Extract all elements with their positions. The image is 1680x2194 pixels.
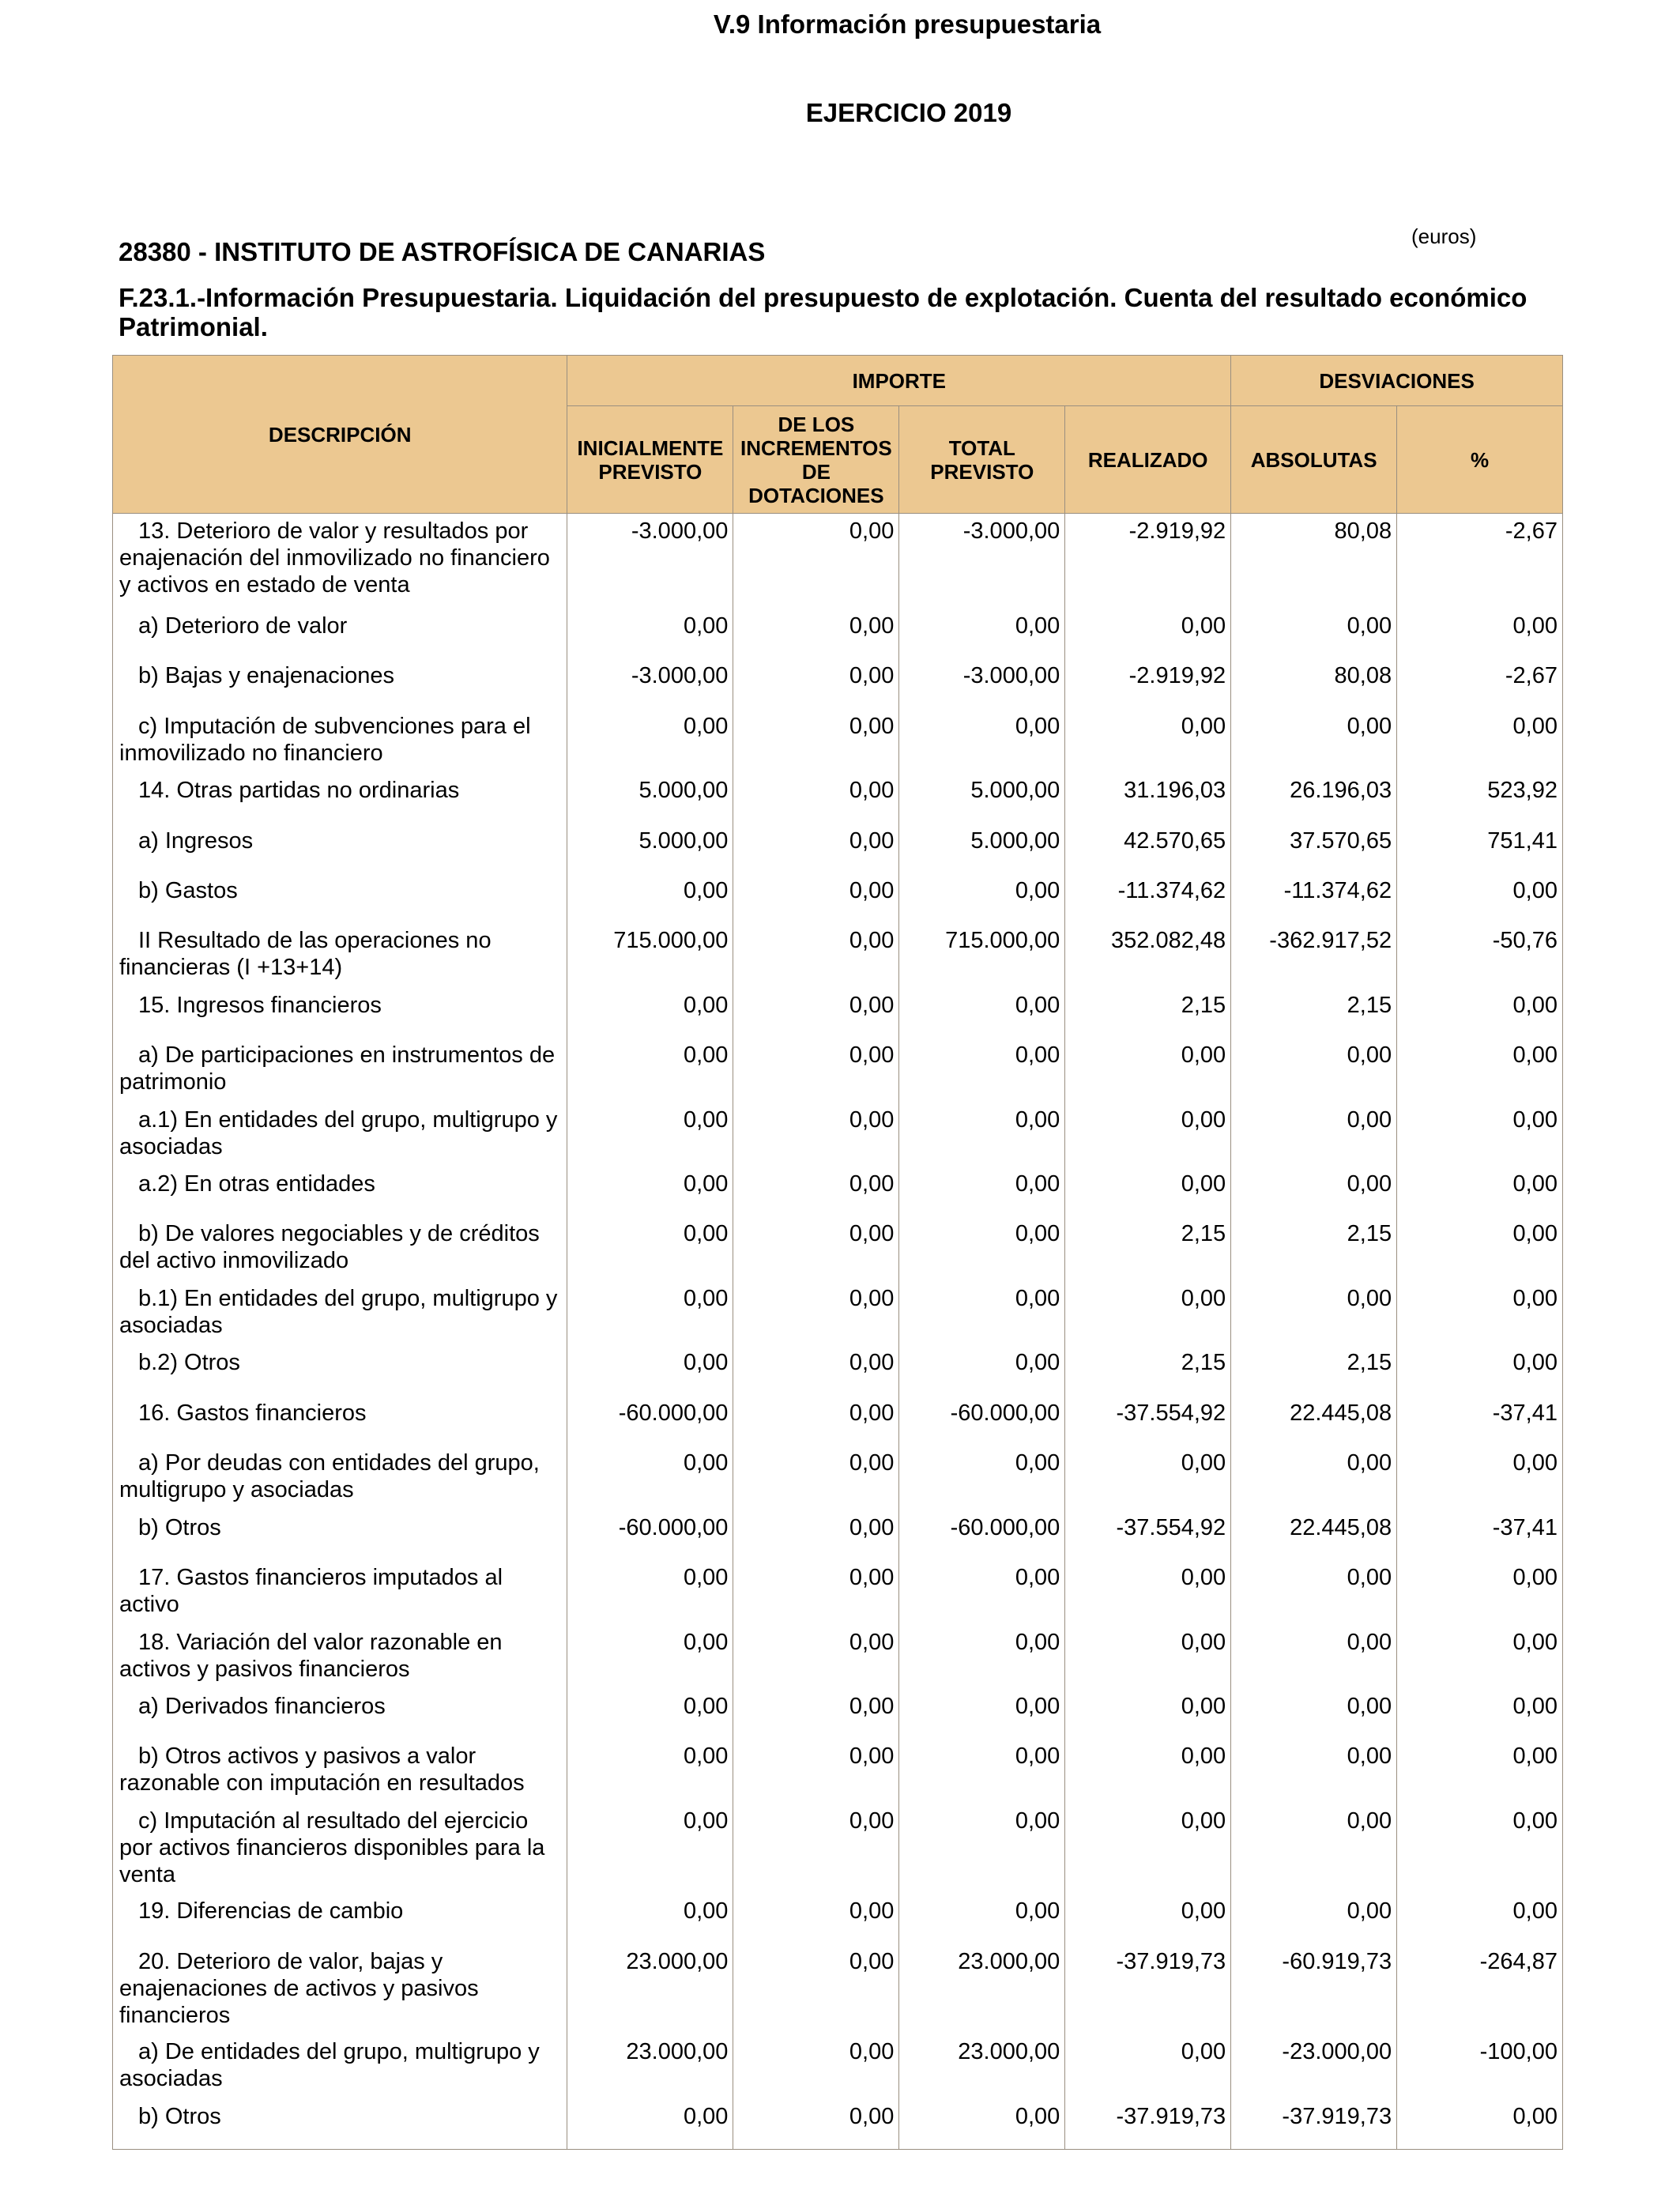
cell-inicialmente-previsto: 0,00: [567, 1167, 733, 1216]
cell-inicialmente-previsto: 0,00: [567, 1216, 733, 1281]
cell-porcentaje: -264,87: [1397, 1944, 1563, 2034]
cell-absolutas: 0,00: [1231, 1625, 1397, 1689]
cell-inicialmente-previsto: 0,00: [567, 873, 733, 923]
cell-total-previsto: 0,00: [899, 1103, 1065, 1167]
cell-absolutas: 2,15: [1231, 1345, 1397, 1396]
cell-realizado: 0,00: [1065, 1038, 1231, 1103]
cell-realizado: -37.554,92: [1065, 1510, 1231, 1560]
cell-absolutas: -60.919,73: [1231, 1944, 1397, 2034]
report-subtitle: F.23.1.-Información Presupuestaria. Liquidación del presupuesto de explotación. Cuenta del resultado económico Patrimonial.: [119, 283, 1527, 341]
cell-inicialmente-previsto: 0,00: [567, 1894, 733, 1944]
cell-absolutas: 26.196,03: [1231, 773, 1397, 824]
cell-total-previsto: -3.000,00: [899, 658, 1065, 709]
cell-absolutas: 0,00: [1231, 1038, 1397, 1103]
header-desviaciones-group: DESVIACIONES: [1231, 356, 1563, 406]
cell-total-previsto: 23.000,00: [899, 2034, 1065, 2099]
cell-porcentaje: 0,00: [1397, 873, 1563, 923]
cell-total-previsto: 5.000,00: [899, 824, 1065, 873]
cell-inicialmente-previsto: 0,00: [567, 1560, 733, 1625]
cell-inicialmente-previsto: 23.000,00: [567, 1944, 733, 2034]
table-row: [113, 1446, 1563, 1510]
cell-realizado: 0,00: [1065, 1804, 1231, 1894]
cell-total-previsto: 0,00: [899, 709, 1065, 773]
cell-inicialmente-previsto: 0,00: [567, 1739, 733, 1804]
section-title: V.9 Información presupuestaria: [713, 9, 1102, 39]
cell-incrementos: 0,00: [733, 773, 899, 824]
cell-inicialmente-previsto: 23.000,00: [567, 2034, 733, 2099]
organization-title: 28380 - INSTITUTO DE ASTROFÍSICA DE CANARIAS: [119, 237, 766, 266]
header-absolutas: ABSOLUTAS: [1231, 406, 1397, 514]
cell-realizado: 0,00: [1065, 1689, 1231, 1739]
cell-total-previsto: 0,00: [899, 1739, 1065, 1804]
cell-porcentaje: 0,00: [1397, 988, 1563, 1038]
cell-inicialmente-previsto: 5.000,00: [567, 773, 733, 824]
cell-inicialmente-previsto: 0,00: [567, 1804, 733, 1894]
row-description: 14. Otras partidas no ordinarias: [113, 773, 567, 824]
cell-incrementos: 0,00: [733, 1510, 899, 1560]
row-description: a) De entidades del grupo, multigrupo y asociadas: [113, 2034, 567, 2099]
cell-realizado: 42.570,65: [1065, 824, 1231, 873]
row-description: c) Imputación al resultado del ejercicio por activos financieros disponibles para la venta: [113, 1804, 567, 1894]
cell-realizado: 0,00: [1065, 1167, 1231, 1216]
cell-incrementos: 0,00: [733, 988, 899, 1038]
row-description: 13. Deterioro de valor y resultados por enajenación del inmovilizado no financiero y activos en estado de venta: [113, 514, 567, 609]
cell-absolutas: 22.445,08: [1231, 1396, 1397, 1446]
header-porcentaje: %: [1397, 406, 1563, 514]
cell-total-previsto: 0,00: [899, 1894, 1065, 1944]
cell-porcentaje: 0,00: [1397, 1446, 1563, 1510]
table-row: [113, 824, 1563, 873]
cell-absolutas: 0,00: [1231, 1281, 1397, 1345]
cell-total-previsto: 0,00: [899, 988, 1065, 1038]
cell-total-previsto: 0,00: [899, 1345, 1065, 1396]
header-inicialmente-previsto: INICIALMENTE PREVISTO: [567, 406, 733, 514]
table-row: [113, 514, 1563, 609]
table-row: [113, 1281, 1563, 1345]
cell-incrementos: 0,00: [733, 658, 899, 709]
row-description: b) Gastos: [113, 873, 567, 923]
row-description: 18. Variación del valor razonable en activos y pasivos financieros: [113, 1625, 567, 1689]
cell-porcentaje: 0,00: [1397, 1739, 1563, 1804]
table-row: [113, 1625, 1563, 1689]
cell-porcentaje: 0,00: [1397, 609, 1563, 658]
cell-total-previsto: 0,00: [899, 1038, 1065, 1103]
cell-porcentaje: 0,00: [1397, 2099, 1563, 2150]
cell-inicialmente-previsto: 0,00: [567, 1103, 733, 1167]
table-row: [113, 1739, 1563, 1804]
row-description: a) Derivados financieros: [113, 1689, 567, 1739]
cell-inicialmente-previsto: 0,00: [567, 1446, 733, 1510]
cell-total-previsto: 0,00: [899, 1167, 1065, 1216]
budget-table: [112, 355, 1563, 2150]
cell-absolutas: 22.445,08: [1231, 1510, 1397, 1560]
table-body: [113, 514, 1563, 2150]
cell-total-previsto: 0,00: [899, 2099, 1065, 2150]
cell-realizado: -37.919,73: [1065, 1944, 1231, 2034]
row-description: 16. Gastos financieros: [113, 1396, 567, 1446]
cell-total-previsto: 0,00: [899, 609, 1065, 658]
row-description: b.1) En entidades del grupo, multigrupo y asociadas: [113, 1281, 567, 1345]
table-row: [113, 609, 1563, 658]
row-description: 17. Gastos financieros imputados al activo: [113, 1560, 567, 1625]
cell-incrementos: 0,00: [733, 609, 899, 658]
table-row: [113, 1894, 1563, 1944]
table-row: [113, 1345, 1563, 1396]
cell-inicialmente-previsto: 0,00: [567, 2099, 733, 2150]
cell-total-previsto: 23.000,00: [899, 1944, 1065, 2034]
cell-incrementos: 0,00: [733, 1944, 899, 2034]
cell-absolutas: -23.000,00: [1231, 2034, 1397, 2099]
cell-porcentaje: 751,41: [1397, 824, 1563, 873]
cell-incrementos: 0,00: [733, 1345, 899, 1396]
table-row: [113, 1689, 1563, 1739]
cell-porcentaje: 0,00: [1397, 1216, 1563, 1281]
cell-absolutas: 0,00: [1231, 609, 1397, 658]
cell-total-previsto: 0,00: [899, 1689, 1065, 1739]
table-row: [113, 1560, 1563, 1625]
cell-realizado: 0,00: [1065, 1446, 1231, 1510]
cell-porcentaje: -2,67: [1397, 514, 1563, 609]
cell-total-previsto: 0,00: [899, 1216, 1065, 1281]
cell-incrementos: 0,00: [733, 824, 899, 873]
cell-porcentaje: 0,00: [1397, 1103, 1563, 1167]
cell-incrementos: 0,00: [733, 873, 899, 923]
table-row: [113, 1510, 1563, 1560]
cell-incrementos: 0,00: [733, 1689, 899, 1739]
cell-absolutas: 0,00: [1231, 1689, 1397, 1739]
cell-total-previsto: 0,00: [899, 1804, 1065, 1894]
cell-absolutas: 80,08: [1231, 658, 1397, 709]
cell-realizado: 0,00: [1065, 1894, 1231, 1944]
cell-inicialmente-previsto: 715.000,00: [567, 923, 733, 988]
cell-inicialmente-previsto: 0,00: [567, 1038, 733, 1103]
cell-porcentaje: 0,00: [1397, 1894, 1563, 1944]
cell-realizado: 0,00: [1065, 609, 1231, 658]
cell-absolutas: 37.570,65: [1231, 824, 1397, 873]
row-description: a) Por deudas con entidades del grupo, multigrupo y asociadas: [113, 1446, 567, 1510]
table-row: [113, 1804, 1563, 1894]
cell-realizado: 352.082,48: [1065, 923, 1231, 988]
cell-realizado: 0,00: [1065, 2034, 1231, 2099]
cell-inicialmente-previsto: 0,00: [567, 988, 733, 1038]
table-row: [113, 1396, 1563, 1446]
cell-incrementos: 0,00: [733, 1216, 899, 1281]
cell-realizado: 31.196,03: [1065, 773, 1231, 824]
row-description: b) De valores negociables y de créditos del activo inmovilizado: [113, 1216, 567, 1281]
row-description: a.2) En otras entidades: [113, 1167, 567, 1216]
table-row: [113, 873, 1563, 923]
cell-incrementos: 0,00: [733, 1560, 899, 1625]
cell-total-previsto: -60.000,00: [899, 1396, 1065, 1446]
cell-incrementos: 0,00: [733, 1625, 899, 1689]
header-total-previsto: TOTAL PREVISTO: [899, 406, 1065, 514]
header-descripcion: DESCRIPCIÓN: [113, 356, 567, 514]
table-row: [113, 1038, 1563, 1103]
cell-total-previsto: 715.000,00: [899, 923, 1065, 988]
cell-realizado: 0,00: [1065, 709, 1231, 773]
cell-porcentaje: 0,00: [1397, 1281, 1563, 1345]
cell-porcentaje: -100,00: [1397, 2034, 1563, 2099]
table-row: [113, 988, 1563, 1038]
cell-incrementos: 0,00: [733, 1804, 899, 1894]
cell-absolutas: 0,00: [1231, 1804, 1397, 1894]
cell-incrementos: 0,00: [733, 923, 899, 988]
table-row: [113, 1216, 1563, 1281]
header-importe-group: IMPORTE: [567, 356, 1231, 406]
cell-inicialmente-previsto: -60.000,00: [567, 1396, 733, 1446]
cell-absolutas: 0,00: [1231, 1894, 1397, 1944]
cell-incrementos: 0,00: [733, 1103, 899, 1167]
cell-incrementos: 0,00: [733, 1167, 899, 1216]
cell-realizado: 0,00: [1065, 1625, 1231, 1689]
table-row: [113, 1103, 1563, 1167]
cell-realizado: -11.374,62: [1065, 873, 1231, 923]
cell-absolutas: 2,15: [1231, 1216, 1397, 1281]
cell-absolutas: 80,08: [1231, 514, 1397, 609]
cell-realizado: -2.919,92: [1065, 658, 1231, 709]
cell-absolutas: 0,00: [1231, 1446, 1397, 1510]
cell-incrementos: 0,00: [733, 1396, 899, 1446]
cell-incrementos: 0,00: [733, 1739, 899, 1804]
row-description: b) Bajas y enajenaciones: [113, 658, 567, 709]
row-description: b) Otros: [113, 1510, 567, 1560]
cell-absolutas: 0,00: [1231, 1739, 1397, 1804]
cell-porcentaje: 0,00: [1397, 1804, 1563, 1894]
cell-inicialmente-previsto: 0,00: [567, 709, 733, 773]
table-row: [113, 1167, 1563, 1216]
cell-porcentaje: -37,41: [1397, 1510, 1563, 1560]
cell-porcentaje: 0,00: [1397, 1167, 1563, 1216]
cell-total-previsto: 0,00: [899, 1281, 1065, 1345]
cell-absolutas: 0,00: [1231, 1167, 1397, 1216]
cell-incrementos: 0,00: [733, 1038, 899, 1103]
cell-realizado: -37.554,92: [1065, 1396, 1231, 1446]
cell-absolutas: -362.917,52: [1231, 923, 1397, 988]
table-row: [113, 2034, 1563, 2099]
cell-realizado: 0,00: [1065, 1281, 1231, 1345]
units-label: (euros): [1411, 224, 1477, 248]
row-description: 15. Ingresos financieros: [113, 988, 567, 1038]
cell-inicialmente-previsto: 0,00: [567, 1625, 733, 1689]
cell-inicialmente-previsto: -60.000,00: [567, 1510, 733, 1560]
cell-absolutas: -11.374,62: [1231, 873, 1397, 923]
row-description: b.2) Otros: [113, 1345, 567, 1396]
cell-total-previsto: -3.000,00: [899, 514, 1065, 609]
cell-inicialmente-previsto: 0,00: [567, 1345, 733, 1396]
row-description: a) De participaciones en instrumentos de patrimonio: [113, 1038, 567, 1103]
row-description: 19. Diferencias de cambio: [113, 1894, 567, 1944]
cell-absolutas: 0,00: [1231, 709, 1397, 773]
cell-realizado: 2,15: [1065, 1345, 1231, 1396]
cell-inicialmente-previsto: -3.000,00: [567, 658, 733, 709]
cell-inicialmente-previsto: -3.000,00: [567, 514, 733, 609]
row-description: II Resultado de las operaciones no financieras (I +13+14): [113, 923, 567, 988]
header-incrementos: DE LOS INCREMENTOS DE DOTACIONES: [733, 406, 899, 514]
cell-total-previsto: 5.000,00: [899, 773, 1065, 824]
cell-inicialmente-previsto: 0,00: [567, 609, 733, 658]
table-row: [113, 773, 1563, 824]
cell-realizado: -2.919,92: [1065, 514, 1231, 609]
cell-absolutas: 0,00: [1231, 1560, 1397, 1625]
cell-total-previsto: 0,00: [899, 1625, 1065, 1689]
row-description: a) Deterioro de valor: [113, 609, 567, 658]
cell-incrementos: 0,00: [733, 709, 899, 773]
cell-incrementos: 0,00: [733, 1281, 899, 1345]
cell-porcentaje: -50,76: [1397, 923, 1563, 988]
cell-incrementos: 0,00: [733, 2099, 899, 2150]
cell-inicialmente-previsto: 5.000,00: [567, 824, 733, 873]
table-row: [113, 1944, 1563, 2034]
cell-incrementos: 0,00: [733, 1446, 899, 1510]
cell-incrementos: 0,00: [733, 514, 899, 609]
cell-porcentaje: 0,00: [1397, 1038, 1563, 1103]
year-title: EJERCICIO 2019: [805, 98, 1012, 127]
cell-inicialmente-previsto: 0,00: [567, 1281, 733, 1345]
table-row: [113, 923, 1563, 988]
row-description: b) Otros: [113, 2099, 567, 2150]
cell-absolutas: 0,00: [1231, 1103, 1397, 1167]
cell-realizado: -37.919,73: [1065, 2099, 1231, 2150]
row-description: b) Otros activos y pasivos a valor razonable con imputación en resultados: [113, 1739, 567, 1804]
cell-total-previsto: -60.000,00: [899, 1510, 1065, 1560]
cell-absolutas: 2,15: [1231, 988, 1397, 1038]
cell-porcentaje: 0,00: [1397, 1625, 1563, 1689]
row-description: 20. Deterioro de valor, bajas y enajenaciones de activos y pasivos financieros: [113, 1944, 567, 2034]
cell-inicialmente-previsto: 0,00: [567, 1689, 733, 1739]
cell-porcentaje: 523,92: [1397, 773, 1563, 824]
table-row: [113, 2099, 1563, 2150]
row-description: a.1) En entidades del grupo, multigrupo y asociadas: [113, 1103, 567, 1167]
table-row: [113, 658, 1563, 709]
cell-total-previsto: 0,00: [899, 873, 1065, 923]
row-description: c) Imputación de subvenciones para el inmovilizado no financiero: [113, 709, 567, 773]
cell-realizado: 0,00: [1065, 1560, 1231, 1625]
cell-total-previsto: 0,00: [899, 1446, 1065, 1510]
cell-total-previsto: 0,00: [899, 1560, 1065, 1625]
cell-realizado: 0,00: [1065, 1103, 1231, 1167]
cell-porcentaje: 0,00: [1397, 1345, 1563, 1396]
cell-incrementos: 0,00: [733, 2034, 899, 2099]
cell-absolutas: -37.919,73: [1231, 2099, 1397, 2150]
cell-porcentaje: 0,00: [1397, 1560, 1563, 1625]
cell-porcentaje: -37,41: [1397, 1396, 1563, 1446]
cell-incrementos: 0,00: [733, 1894, 899, 1944]
cell-porcentaje: -2,67: [1397, 658, 1563, 709]
cell-porcentaje: 0,00: [1397, 1689, 1563, 1739]
cell-realizado: 2,15: [1065, 1216, 1231, 1281]
header-realizado: REALIZADO: [1065, 406, 1231, 514]
cell-porcentaje: 0,00: [1397, 709, 1563, 773]
cell-realizado: 0,00: [1065, 1739, 1231, 1804]
cell-realizado: 2,15: [1065, 988, 1231, 1038]
row-description: a) Ingresos: [113, 824, 567, 873]
table-row: [113, 709, 1563, 773]
